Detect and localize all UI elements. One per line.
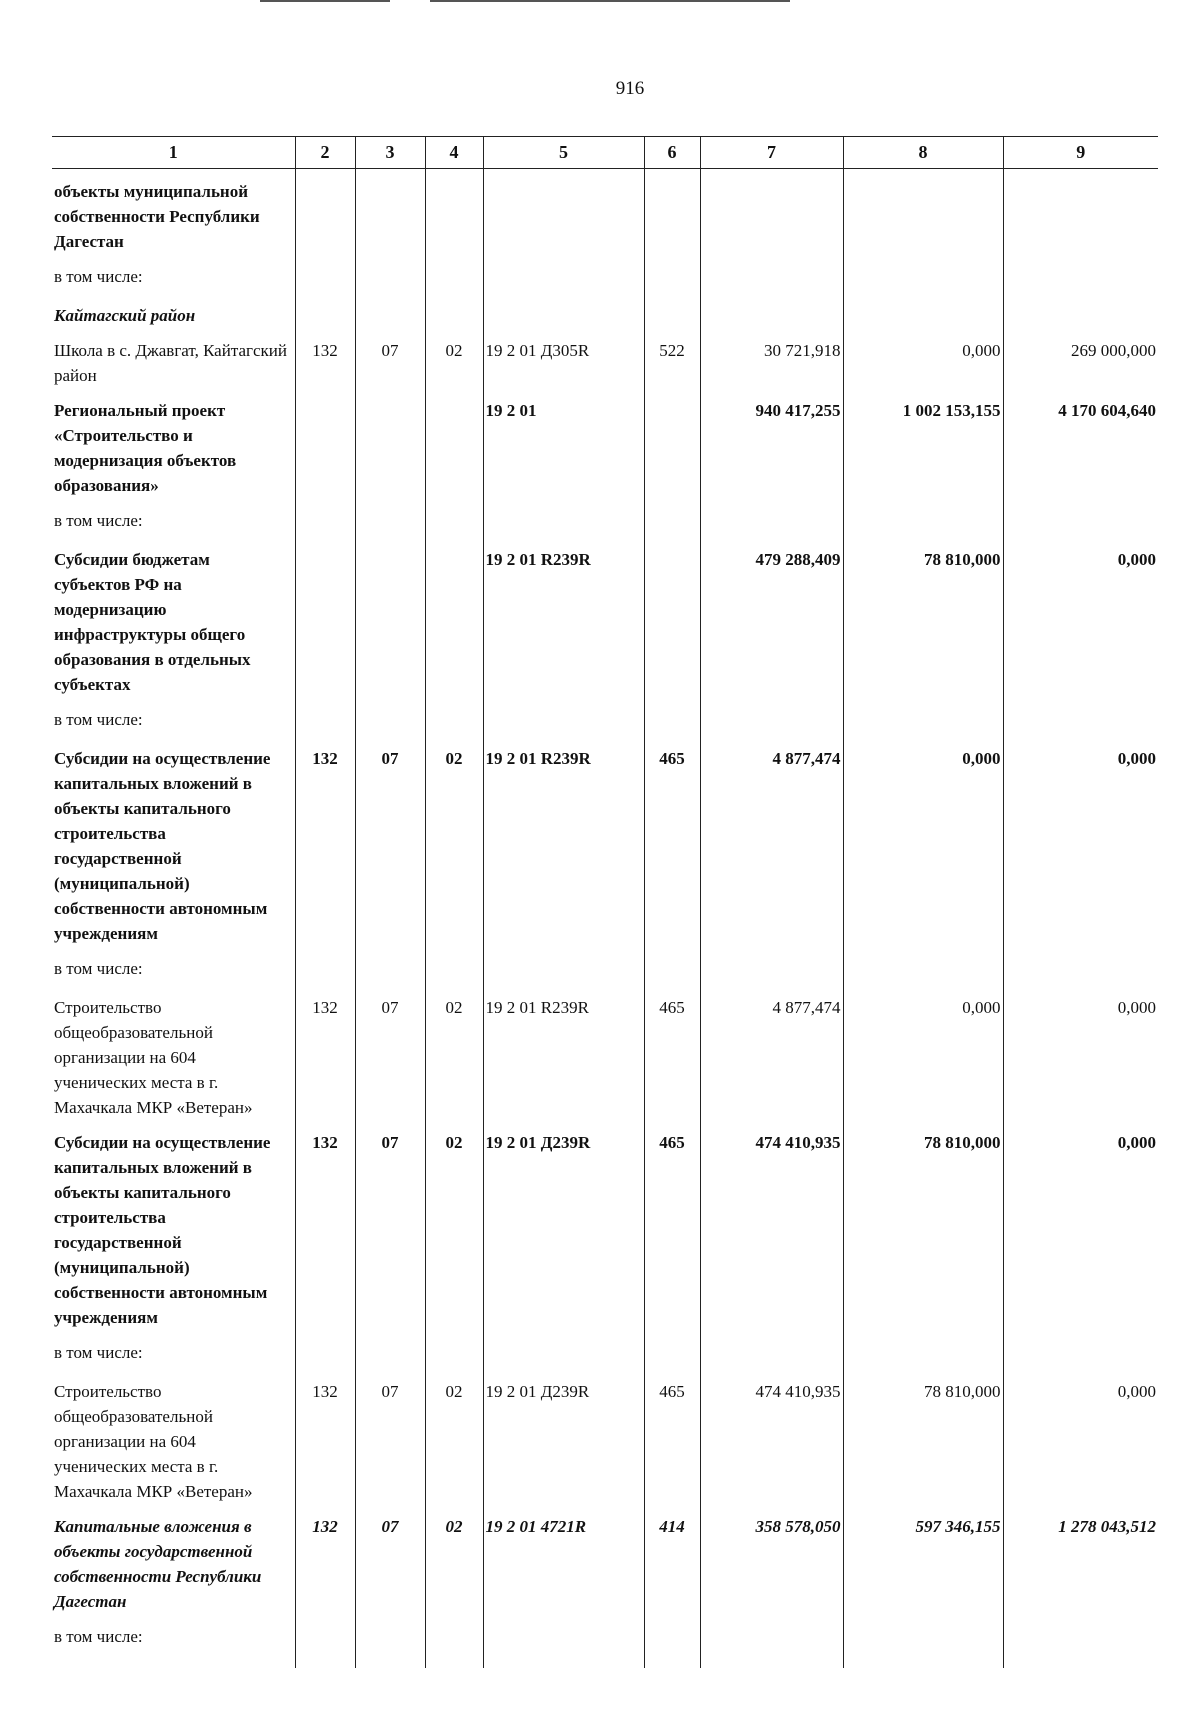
table-row <box>52 1614 1158 1668</box>
amount-col-9 <box>1003 293 1158 328</box>
amount-col-9: 4 170 604,640 <box>1003 388 1158 498</box>
amount-col-8: 597 346,155 <box>843 1504 1003 1614</box>
amount-col-8 <box>843 169 1003 255</box>
table-row <box>52 1369 1158 1504</box>
code-rz <box>355 293 425 328</box>
row-label: в том числе: <box>54 1627 143 1646</box>
page-number: 916 <box>615 78 645 99</box>
scan-edge-line <box>260 0 390 2</box>
code-csr <box>483 498 644 537</box>
code-csr <box>483 254 644 293</box>
code-csr: 19 2 01 R239R <box>483 537 644 697</box>
column-header: 2 <box>295 137 355 169</box>
column-header: 5 <box>483 137 644 169</box>
amount-col-7 <box>700 946 843 985</box>
code-gr <box>295 169 355 255</box>
amount-col-9 <box>1003 254 1158 293</box>
code-pr <box>425 254 483 293</box>
code-pr <box>425 498 483 537</box>
code-rz: 07 <box>355 328 425 388</box>
amount-col-7 <box>700 697 843 736</box>
row-label: в том числе: <box>54 267 143 286</box>
code-csr <box>483 697 644 736</box>
code-rz <box>355 697 425 736</box>
code-vr <box>644 537 700 697</box>
budget-table <box>52 136 1158 1668</box>
amount-col-8: 78 810,000 <box>843 537 1003 697</box>
code-csr <box>483 946 644 985</box>
code-pr <box>425 1614 483 1668</box>
code-rz: 07 <box>355 736 425 946</box>
amount-col-7: 479 288,409 <box>700 537 843 697</box>
row-label: Региональный проект «Строительство и модернизация объектов образования» <box>54 401 237 495</box>
table-row <box>52 946 1158 985</box>
code-pr <box>425 169 483 255</box>
code-vr <box>644 1330 700 1369</box>
amount-col-8: 0,000 <box>843 985 1003 1120</box>
amount-col-7 <box>700 254 843 293</box>
code-gr <box>295 697 355 736</box>
code-gr: 132 <box>295 985 355 1120</box>
code-rz <box>355 1614 425 1668</box>
code-rz: 07 <box>355 1504 425 1614</box>
code-csr: 19 2 01 Д305R <box>483 328 644 388</box>
code-rz <box>355 498 425 537</box>
amount-col-7: 940 417,255 <box>700 388 843 498</box>
code-vr <box>644 498 700 537</box>
table-row <box>52 985 1158 1120</box>
code-pr: 02 <box>425 1504 483 1614</box>
amount-col-9: 269 000,000 <box>1003 328 1158 388</box>
code-rz <box>355 946 425 985</box>
code-vr: 465 <box>644 1369 700 1504</box>
amount-col-7: 4 877,474 <box>700 736 843 946</box>
code-vr <box>644 697 700 736</box>
amount-col-7 <box>700 498 843 537</box>
row-label: в том числе: <box>54 1343 143 1362</box>
amount-col-8: 0,000 <box>843 736 1003 946</box>
code-vr: 465 <box>644 1120 700 1330</box>
code-vr: 522 <box>644 328 700 388</box>
code-csr: 19 2 01 R239R <box>483 985 644 1120</box>
code-pr: 02 <box>425 328 483 388</box>
amount-col-7: 474 410,935 <box>700 1120 843 1330</box>
amount-col-9 <box>1003 1614 1158 1668</box>
amount-col-9 <box>1003 946 1158 985</box>
code-csr: 19 2 01 Д239R <box>483 1369 644 1504</box>
table-header-row <box>52 137 1158 169</box>
amount-col-8 <box>843 1614 1003 1668</box>
code-gr <box>295 537 355 697</box>
code-pr <box>425 388 483 498</box>
code-rz <box>355 254 425 293</box>
code-gr: 132 <box>295 1504 355 1614</box>
table-body <box>52 169 1158 1669</box>
code-csr <box>483 293 644 328</box>
code-pr: 02 <box>425 985 483 1120</box>
code-vr <box>644 254 700 293</box>
amount-col-8 <box>843 946 1003 985</box>
table-row <box>52 537 1158 697</box>
row-label: Капитальные вложения в объекты государственной собственности Республики Дагестан <box>54 1517 262 1611</box>
code-csr <box>483 169 644 255</box>
amount-col-8: 0,000 <box>843 328 1003 388</box>
row-label: Строительство общеобразовательной организации на 604 ученических места в г. Махачкала МКР «Ветеран» <box>54 998 253 1117</box>
amount-col-8 <box>843 293 1003 328</box>
scan-edge-line <box>430 0 790 2</box>
code-gr <box>295 1614 355 1668</box>
column-header: 9 <box>1003 137 1158 169</box>
row-label: Субсидии на осуществление капитальных вложений в объекты капитального строительства государственной (муниципальной) собственности автономным учреждениям <box>54 1133 271 1327</box>
code-pr: 02 <box>425 1369 483 1504</box>
amount-col-7 <box>700 293 843 328</box>
row-label: Субсидии на осуществление капитальных вложений в объекты капитального строительства государственной (муниципальной) собственности автономным учреждениям <box>54 749 271 943</box>
code-pr <box>425 1330 483 1369</box>
column-header: 3 <box>355 137 425 169</box>
code-pr <box>425 293 483 328</box>
amount-col-8: 78 810,000 <box>843 1369 1003 1504</box>
code-vr <box>644 293 700 328</box>
table-row <box>52 254 1158 293</box>
column-header: 4 <box>425 137 483 169</box>
table-row <box>52 388 1158 498</box>
code-gr <box>295 1330 355 1369</box>
code-gr <box>295 254 355 293</box>
code-vr: 465 <box>644 736 700 946</box>
row-label: Строительство общеобразовательной организации на 604 ученических места в г. Махачкала МКР «Ветеран» <box>54 1382 253 1501</box>
code-pr: 02 <box>425 736 483 946</box>
code-rz: 07 <box>355 1120 425 1330</box>
code-rz <box>355 537 425 697</box>
amount-col-9: 0,000 <box>1003 985 1158 1120</box>
amount-col-8: 78 810,000 <box>843 1120 1003 1330</box>
amount-col-8 <box>843 498 1003 537</box>
row-label: Школа в с. Джавгат, Кайтагский район <box>54 341 287 385</box>
amount-col-7: 474 410,935 <box>700 1369 843 1504</box>
code-gr: 132 <box>295 736 355 946</box>
code-gr <box>295 388 355 498</box>
amount-col-8 <box>843 1330 1003 1369</box>
amount-col-7 <box>700 1614 843 1668</box>
code-csr: 19 2 01 <box>483 388 644 498</box>
code-gr: 132 <box>295 328 355 388</box>
amount-col-7: 4 877,474 <box>700 985 843 1120</box>
code-csr <box>483 1614 644 1668</box>
code-csr: 19 2 01 Д239R <box>483 1120 644 1330</box>
amount-col-9 <box>1003 1330 1158 1369</box>
table-row <box>52 697 1158 736</box>
code-csr: 19 2 01 R239R <box>483 736 644 946</box>
code-gr <box>295 293 355 328</box>
amount-col-8 <box>843 254 1003 293</box>
code-rz <box>355 388 425 498</box>
code-rz: 07 <box>355 1369 425 1504</box>
amount-col-7 <box>700 1330 843 1369</box>
code-vr <box>644 388 700 498</box>
amount-col-9: 0,000 <box>1003 1120 1158 1330</box>
amount-col-8 <box>843 697 1003 736</box>
amount-col-7: 30 721,918 <box>700 328 843 388</box>
code-rz <box>355 1330 425 1369</box>
amount-col-9: 0,000 <box>1003 736 1158 946</box>
amount-col-7 <box>700 169 843 255</box>
table-row <box>52 328 1158 388</box>
table-row <box>52 1504 1158 1614</box>
column-header: 8 <box>843 137 1003 169</box>
code-pr <box>425 537 483 697</box>
amount-col-9 <box>1003 169 1158 255</box>
amount-col-9: 1 278 043,512 <box>1003 1504 1158 1614</box>
table-row <box>52 498 1158 537</box>
code-pr: 02 <box>425 1120 483 1330</box>
code-gr: 132 <box>295 1120 355 1330</box>
table-row <box>52 169 1158 255</box>
amount-col-9: 0,000 <box>1003 537 1158 697</box>
amount-col-9 <box>1003 498 1158 537</box>
table-row <box>52 293 1158 328</box>
row-label: Кайтагский район <box>54 306 196 325</box>
amount-col-9 <box>1003 697 1158 736</box>
column-header: 1 <box>52 137 295 169</box>
code-rz: 07 <box>355 985 425 1120</box>
row-label: Субсидии бюджетам субъектов РФ на модернизацию инфраструктуры общего образования в отдельных субъектах <box>54 550 251 694</box>
code-vr <box>644 169 700 255</box>
code-vr <box>644 1614 700 1668</box>
row-label: объекты муниципальной собственности Республики Дагестан <box>54 182 260 251</box>
column-header: 7 <box>700 137 843 169</box>
amount-col-7: 358 578,050 <box>700 1504 843 1614</box>
code-vr: 465 <box>644 985 700 1120</box>
code-rz <box>355 169 425 255</box>
amount-col-8: 1 002 153,155 <box>843 388 1003 498</box>
code-vr: 414 <box>644 1504 700 1614</box>
code-gr <box>295 498 355 537</box>
code-csr <box>483 1330 644 1369</box>
column-header: 6 <box>644 137 700 169</box>
code-pr <box>425 697 483 736</box>
code-csr: 19 2 01 4721R <box>483 1504 644 1614</box>
amount-col-9: 0,000 <box>1003 1369 1158 1504</box>
code-vr <box>644 946 700 985</box>
table-row <box>52 736 1158 946</box>
code-gr: 132 <box>295 1369 355 1504</box>
table-row <box>52 1120 1158 1330</box>
code-gr <box>295 946 355 985</box>
row-label: в том числе: <box>54 511 143 530</box>
code-pr <box>425 946 483 985</box>
row-label: в том числе: <box>54 959 143 978</box>
row-label: в том числе: <box>54 710 143 729</box>
table-row <box>52 1330 1158 1369</box>
